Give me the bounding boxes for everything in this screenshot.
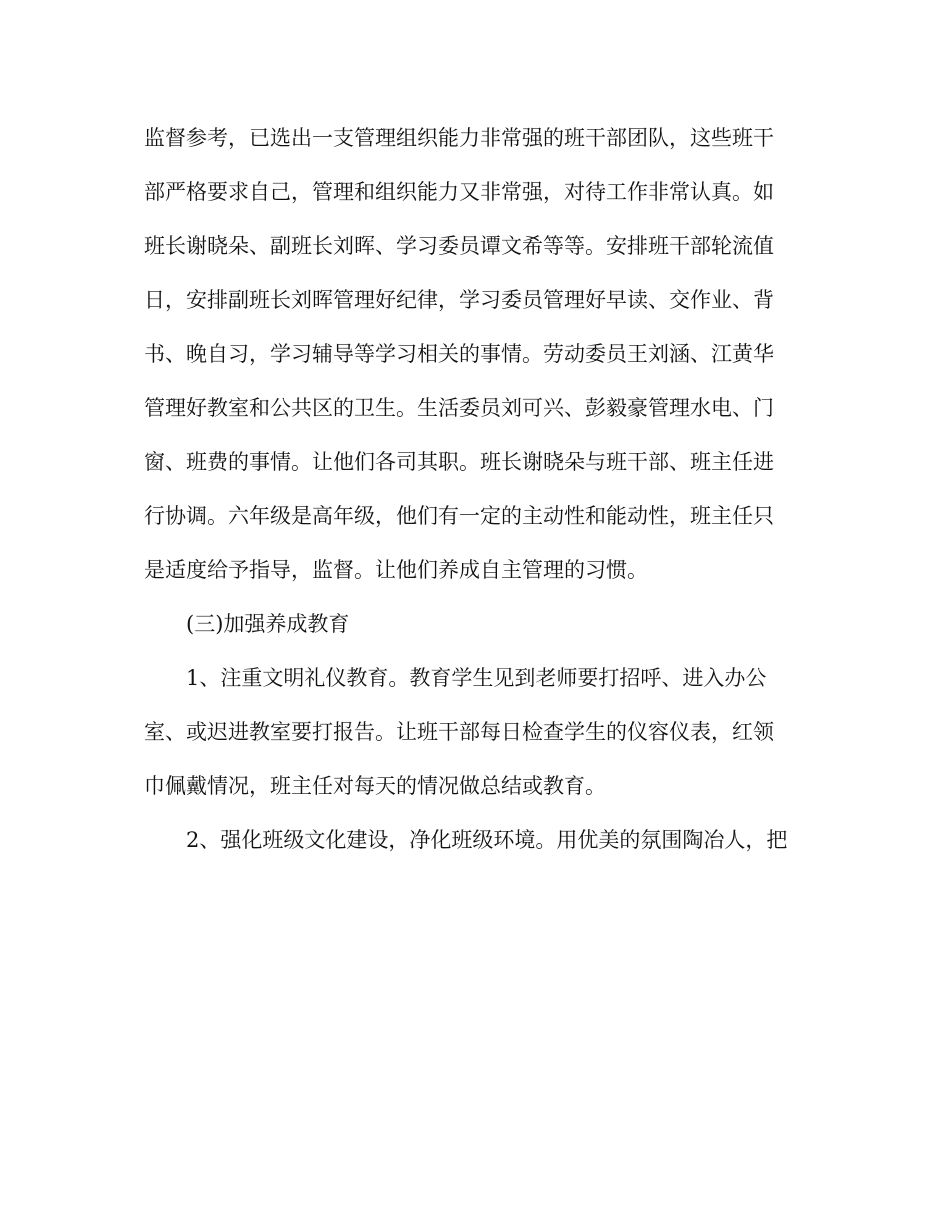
body-line-9: 是适度给予指导，监督。让他们养成自主管理的习惯。 <box>144 558 648 582</box>
body-line-5: 书、晚自习，学习辅导等学习相关的事情。劳动委员王刘涵、江黄华 <box>144 342 774 366</box>
item-1-line-2: 室、或迟进教室要打报告。让班干部每日检查学生的仪容仪表，红领 <box>144 720 774 744</box>
body-line-1: 监督参考，已选出一支管理组织能力非常强的班干部团队，这些班干 <box>144 126 774 150</box>
section-heading: (三)加强养成教育 <box>186 612 350 636</box>
document-body <box>144 118 824 874</box>
item-2-line-1: 2、强化班级文化建设，净化班级环境。用优美的氛围陶冶人，把 <box>186 828 788 852</box>
body-line-8: 行协调。六年级是高年级，他们有一定的主动性和能动性，班主任只 <box>144 504 774 528</box>
body-line-6: 管理好教室和公共区的卫生。生活委员刘可兴、彭毅豪管理水电、门 <box>144 396 774 420</box>
item-1-line-3: 巾佩戴情况，班主任对每天的情况做总结或教育。 <box>144 774 606 798</box>
body-line-4: 日，安排副班长刘晖管理好纪律，学习委员管理好早读、交作业、背 <box>144 288 774 312</box>
body-line-2: 部严格要求自己，管理和组织能力又非常强，对待工作非常认真。如 <box>144 180 774 204</box>
body-line-3: 班长谢晓朵、副班长刘晖、学习委员谭文希等等。安排班干部轮流值 <box>144 234 774 258</box>
item-1-line-1: 1、注重文明礼仪教育。教育学生见到老师要打招呼、进入办公 <box>186 666 767 690</box>
body-line-7: 窗、班费的事情。让他们各司其职。班长谢晓朵与班干部、班主任进 <box>144 450 774 474</box>
